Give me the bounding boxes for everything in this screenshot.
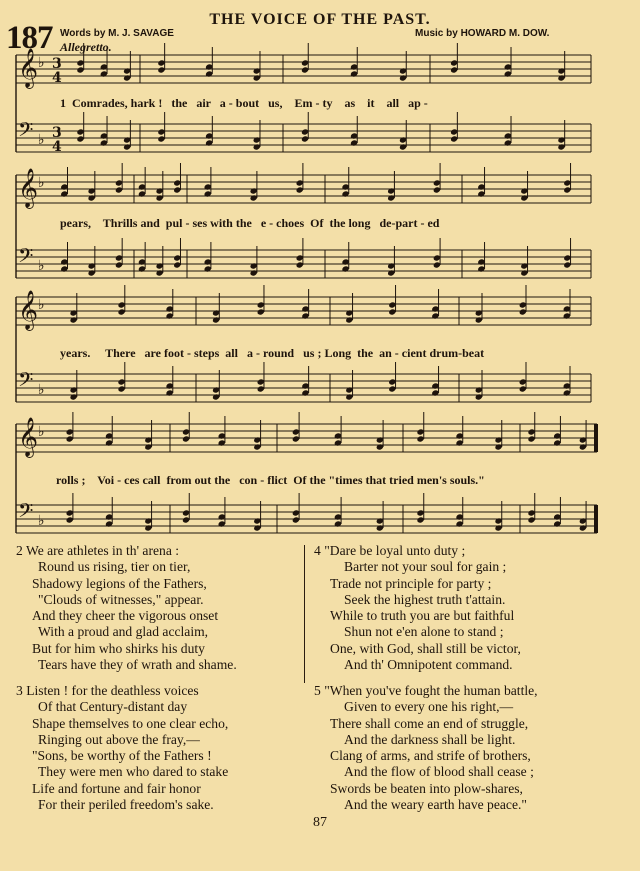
flat-sign: ♭	[38, 258, 45, 274]
final-bar-line	[594, 505, 598, 533]
verse-line: While to truth you are but faithful	[330, 608, 515, 624]
flat-sign: ♭	[38, 382, 45, 398]
tempo-marking: Allegretto.	[60, 40, 112, 54]
treble-clef: 𝄞	[18, 290, 39, 330]
lyric-line-1: 1 Comrades, hark ! the air a - bout us, Em - ty as it all ap -	[60, 96, 428, 110]
verse-4	[314, 543, 521, 673]
verse-2	[16, 543, 237, 673]
time-signature-top: 3	[52, 56, 62, 72]
hymn-number: 187	[6, 20, 53, 56]
verse-3	[16, 683, 228, 813]
verse-line: Shadowy legions of the Fathers,	[32, 575, 207, 591]
verse-line: Shun not e'en alone to stand ;	[344, 624, 504, 640]
verse-line: With a proud and glad acclaim,	[38, 624, 209, 640]
bass-clef: 𝄢	[18, 499, 34, 527]
verse-number: 5	[314, 683, 321, 698]
words-credit: Words by M. J. SAVAGE	[60, 28, 174, 39]
column-divider	[304, 545, 305, 683]
lyric-line-3: years. There are foot - steps all a - round us ; Long the an - cient drum-beat	[60, 346, 485, 360]
verse-text: "When you've fought the human battle,	[324, 683, 538, 698]
flat-sign: ♭	[38, 513, 45, 529]
verse-number: 2	[16, 543, 23, 558]
lyric-line-4: rolls ; Voi - ces call from out the con - flict Of the "times that tried men's souls."	[56, 473, 485, 487]
verse-5	[314, 683, 538, 813]
verse-line	[16, 683, 228, 699]
treble-clef: 𝄞	[18, 168, 39, 208]
verse-line: One, with God, shall still be victor,	[330, 640, 521, 656]
bass-clef: 𝄢	[18, 244, 34, 272]
verse-line	[16, 543, 237, 559]
verse-number: 3	[16, 683, 23, 698]
verse-text: Listen ! for the deathless voices	[26, 683, 199, 698]
flat-sign: ♭	[38, 132, 45, 148]
music-credit: Music by HOWARD M. DOW.	[415, 28, 550, 39]
verse-line: "Clouds of witnesses," appear.	[38, 591, 204, 607]
verse-text: "Dare be loyal unto duty ;	[324, 543, 466, 558]
verse-line: There shall come an end of struggle,	[330, 715, 529, 731]
verse-line: Trade not principle for party ;	[330, 575, 492, 591]
verse-line: And the darkness shall be light.	[344, 731, 516, 747]
time-signature-bottom: 4	[52, 70, 62, 86]
verse-line: Tears have they of wrath and shame.	[38, 657, 237, 673]
final-bar-line	[594, 424, 598, 452]
flat-sign: ♭	[38, 175, 45, 191]
bass-clef: 𝄢	[18, 118, 34, 146]
verse-line: Ringing out above the fray,—	[38, 731, 200, 747]
verse-line: And the flow of blood shall cease ;	[344, 764, 534, 780]
flat-sign: ♭	[38, 55, 45, 71]
verse-text: We are athletes in th' arena :	[25, 543, 180, 558]
verse-line: They were men who dared to stake	[38, 764, 229, 780]
flat-sign: ♭	[38, 297, 45, 313]
flat-sign: ♭	[38, 424, 45, 440]
bass-clef: 𝄢	[18, 368, 34, 396]
verse-line	[314, 683, 538, 699]
verse-line: Shape themselves to one clear echo,	[32, 715, 229, 731]
hymn-title: THE VOICE OF THE PAST.	[209, 11, 431, 28]
verse-line: And th' Omnipotent command.	[344, 657, 513, 673]
verse-line: Seek the highest truth t'attain.	[344, 591, 506, 607]
page-number: 87	[313, 815, 327, 830]
verse-line	[314, 543, 521, 559]
verse-line: "Sons, be worthy of the Fathers !	[32, 748, 212, 764]
verse-line: Round us rising, tier on tier,	[38, 559, 191, 575]
verse-line: And the weary earth have peace."	[344, 797, 527, 813]
treble-clef: 𝄞	[18, 48, 39, 88]
treble-clef: 𝄞	[18, 417, 39, 457]
verse-line: Clang of arms, and strife of brothers,	[330, 748, 531, 764]
verse-line: And they cheer the vigorous onset	[32, 608, 219, 624]
verse-line: Given to every one his right,—	[344, 699, 514, 715]
verse-line: For their periled freedom's sake.	[38, 797, 214, 813]
verse-line: Of that Century-distant day	[38, 699, 188, 715]
verse-line: Barter not your soul for gain ;	[344, 559, 507, 575]
verse-line: But for him who shirks his duty	[32, 640, 205, 656]
lyric-line-2: pears, Thrills and pul - ses with the e - choes Of the long de-part - ed	[60, 216, 440, 230]
time-signature-bottom: 4	[52, 139, 62, 155]
time-signature-top: 3	[52, 125, 62, 141]
verse-line: Swords be beaten into plow-shares,	[330, 780, 523, 796]
verse-number: 4	[314, 543, 321, 558]
verse-line: Life and fortune and fair honor	[32, 780, 201, 796]
